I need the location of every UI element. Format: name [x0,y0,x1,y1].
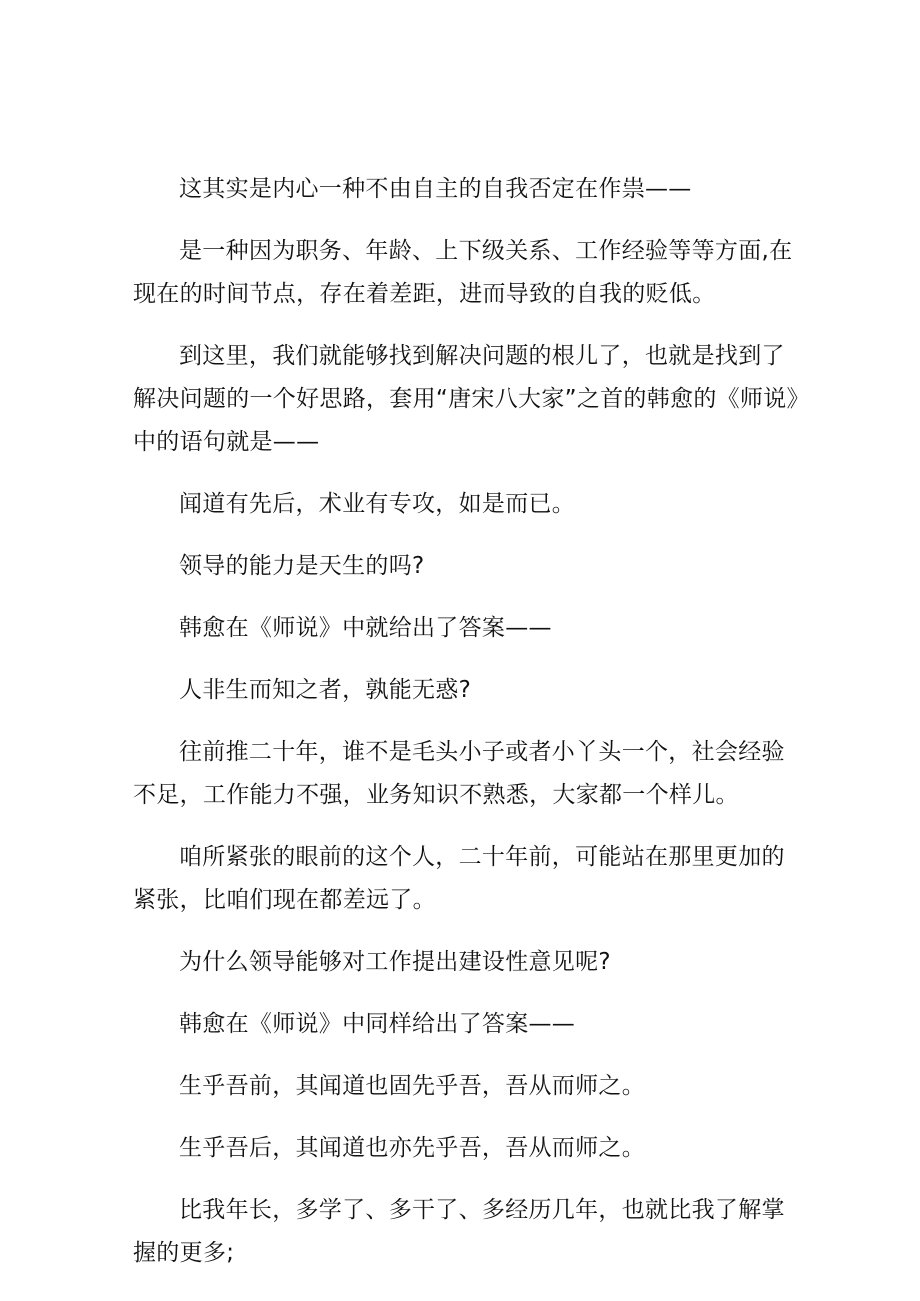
paragraph: 领导的能力是天生的吗? [179,553,425,579]
paragraph: 生乎吾前，其闻道也固先乎吾，吾从而师之。 [179,1073,645,1099]
paragraph: 韩愈在《师说》中同样给出了答案—— [179,1011,576,1037]
paragraph: 往前推二十年，谁不是毛头小子或者小丫头一个，社会经验不足，工作能力不强，业务知识不熟悉，大家都一个样儿。 [133,739,785,808]
paragraph: 是一种因为职务、年龄、上下级关系、工作经验等等方面,在现在的时间节点，存在着差距，进而导致的自我的贬低。 [133,238,793,307]
paragraph: 人非生而知之者，孰能无惑? [179,677,472,703]
paragraph: 咱所紧张的眼前的这个人，二十年前，可能站在那里更加的紧张，比咱们现在都差远了。 [133,844,785,913]
paragraph: 比我年长，多学了、多干了、多经历几年，也就比我了解掌握的更多; [133,1197,785,1266]
paragraph: 韩愈在《师说》中就给出了答案—— [179,615,552,641]
paragraph: 闻道有先后，术业有专攻，如是而已。 [179,491,576,517]
paragraph: 这其实是内心一种不由自主的自我否定在作祟—— [179,176,692,202]
paragraph: 到这里，我们就能够找到解决问题的根儿了，也就是找到了解决问题的一个好思路，套用“唐宋八大家”之首的韩愈的《师说》中的语句就是—— [133,343,799,455]
paragraph: 为什么领导能够对工作提出建设性意见呢? [179,949,611,975]
paragraph: 生乎吾后，其闻道也亦先乎吾，吾从而师之。 [179,1135,645,1161]
document-body [133,168,805,1294]
